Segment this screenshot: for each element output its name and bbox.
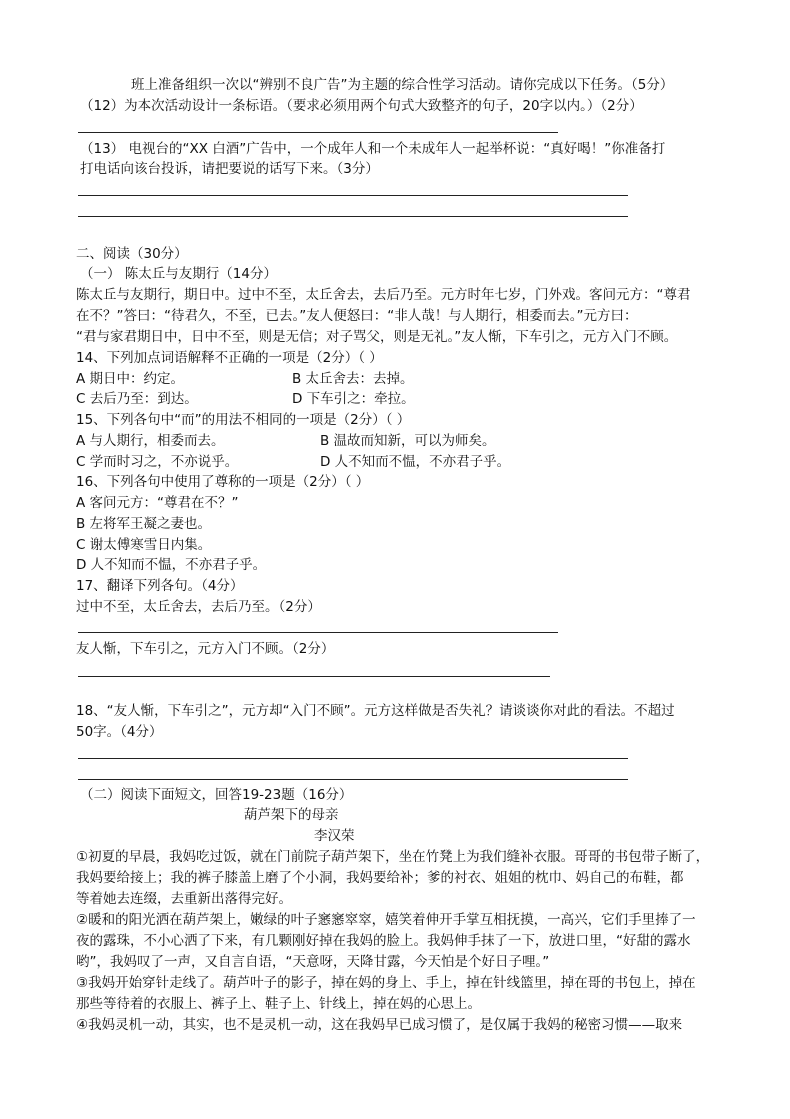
translate-sentence-1: 过中不至，太丘舍去，去后乃至。（2分） <box>76 599 321 615</box>
part2-intro: （二）阅读下面短文，回答19-23题（16分） <box>80 787 353 803</box>
story-line: 夜的露珠，不小心洒了下来，有几颗刚好掉在我妈的脸上。我妈伸手抹了一下，放进口里，“好甜的露水 <box>76 933 691 949</box>
answer-line <box>78 195 628 196</box>
story-line: ④我妈灵机一动，其实，也不是灵机一动，这在我妈早已成习惯了，是仅属于我妈的秘密习惯——取来 <box>76 1017 683 1033</box>
story-line: 哟”，我妈叹了一声，又自言自语，“天意呀，天降甘露，今天怕是个好日子哩。” <box>76 954 550 970</box>
passage-line: 陈太丘与友期行，期日中。过中不至，太丘舍去，去后乃至。元方时年七岁，门外戏。客问元方：“尊君 <box>76 287 691 303</box>
story-line: ②暖和的阳光洒在葫芦架上，嫩绿的叶子窸窸窣窣，嬉笑着伸开手掌互相抚摸，一高兴，它们手里捧了一 <box>76 912 696 928</box>
option-b: B 左将军王凝之妻也。 <box>76 516 212 532</box>
option-d: D 人不知而不愠，不亦君子乎。 <box>76 557 267 573</box>
story-title: 葫芦架下的母亲 <box>244 807 339 823</box>
option-d: D 人不知而不愠，不亦君子乎。 <box>320 454 511 470</box>
question-16: 16、下列各句中使用了尊称的一项是（2分）（ ） <box>76 474 370 490</box>
answer-line <box>78 632 558 633</box>
passage-line: “君与家君期日中，日中不至，则是无信；对子骂父，则是无礼。”友人惭，下车引之，元方入门不顾。 <box>76 329 678 345</box>
story-line: 我妈要给接上；我的裤子膝盖上磨了个小洞，我妈要给补；爹的衬衣、姐姐的枕巾、妈自己的布鞋，都 <box>76 870 684 886</box>
option-a: A 与人期行，相委而去。 <box>76 433 225 449</box>
passage-line: 在不？”答曰：“待君久，不至，已去。”友人便怒曰：“非人哉！与人期行，相委而去。”元方曰： <box>76 308 638 324</box>
question-14: 14、下列加点词语解释不正确的一项是（2分）（ ） <box>76 350 383 366</box>
answer-line <box>78 216 628 217</box>
story-line: 那些等待着的衣服上、裤子上、鞋子上、针线上，掉在妈的心思上。 <box>76 996 481 1012</box>
option-b: B 太丘舍去：去掉。 <box>292 371 414 387</box>
question-18-line1: 18、“友人惭，下车引之”，元方却“入门不顾”。元方这样做是否失礼？请谈谈你对此的看法。不超过 <box>76 703 675 719</box>
reading-heading: 二、阅读（30分） <box>76 246 188 262</box>
answer-line <box>78 758 628 759</box>
story-line: 等着她去连缀，去重新出落得完好。 <box>76 891 292 907</box>
option-a: A 客问元方：“尊君在不？” <box>76 495 239 511</box>
answer-line <box>78 132 558 133</box>
question-12: （12）为本次活动设计一条标语。（要求必须用两个句式大致整齐的句子，20字以内。）（2分） <box>80 98 643 114</box>
answer-line <box>78 779 628 780</box>
option-c: C 谢太傅寒雪日内集。 <box>76 537 212 553</box>
story-author: 李汉荣 <box>314 828 355 844</box>
option-c: C 学而时习之，不亦说乎。 <box>76 454 239 470</box>
option-a: A 期日中：约定。 <box>76 371 185 387</box>
question-13-line2: 打电话向该台投诉，请把要说的话写下来。（3分） <box>80 161 379 177</box>
answer-line <box>78 676 550 677</box>
option-c: C 去后乃至：到达。 <box>76 391 198 407</box>
option-d: D 下车引之：牵拉。 <box>292 391 415 407</box>
story-line: ①初夏的早晨，我妈吃过饭，就在门前院子葫芦架下，坐在竹凳上为我们缝补衣服。哥哥的书包带子断了， <box>76 849 710 865</box>
part1-title: （一） 陈太丘与友期行（14分） <box>80 266 277 282</box>
question-18-line2: 50字。（4分） <box>76 724 163 740</box>
question-13-line1: （13） 电视台的“XX 白酒”广告中，一个成年人和一个未成年人一起举杯说：“真好喝！”你准备打 <box>80 141 666 157</box>
question-17: 17、翻译下列各句。（4分） <box>76 578 244 594</box>
story-line: ③我妈开始穿针走线了。葫芦叶子的影子，掉在妈的身上、手上，掉在针线篮里，掉在哥的书包上，掉在 <box>76 975 696 991</box>
activity-intro: 班上准备组织一次以“辨别不良广告”为主题的综合性学习活动。请你完成以下任务。（5分） <box>131 77 674 93</box>
option-b: B 温故而知新，可以为师矣。 <box>320 433 496 449</box>
translate-sentence-2: 友人惭，下车引之，元方入门不顾。（2分） <box>76 641 335 657</box>
question-15: 15、下列各句中“而”的用法不相同的一项是（2分）（ ） <box>76 412 411 428</box>
